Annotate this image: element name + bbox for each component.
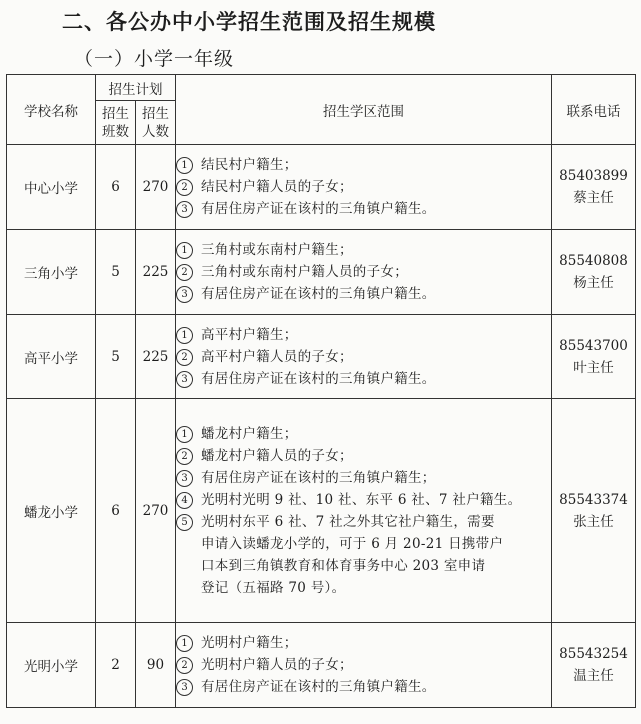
contact-person: 叶主任 [573,359,614,376]
scope-item [176,176,551,198]
scope-item [176,511,551,533]
scope-item [176,654,551,676]
scope-item [176,423,551,445]
phone-number: 85543700 [559,337,628,354]
header-district-scope: 招生学区范围 [176,75,552,145]
school-name: 高平小学 [7,315,96,399]
district-scope [176,399,552,623]
scope-item-text: 光明村东平 6 社、7 社之外其它社户籍生，需要 [201,513,495,530]
school-name: 三角小学 [7,230,96,315]
section-heading: 二、各公办中小学招生范围及招生规模 [62,10,436,34]
phone-number: 85403899 [559,168,628,184]
contact-cell [552,145,636,230]
scope-item-text: 结民村户籍生； [201,157,298,173]
item-number-badge: 3 [176,470,193,487]
item-number-badge: 5 [176,514,193,531]
phone-number: 85543374 [559,491,628,508]
scope-item-text: 高平村户籍人员的子女； [201,348,353,365]
class-count: 2 [96,623,136,708]
scope-item [176,154,551,176]
scope-item-continuation: 申请入读蟠龙小学的，可于 6 月 20-21 日携带户 [201,535,504,552]
class-count: 6 [96,145,136,230]
header-phone: 联系电话 [552,75,636,145]
scope-item [176,489,551,511]
district-scope [176,623,552,708]
student-count: 225 [136,230,176,315]
school-name: 光明小学 [7,623,96,708]
scope-item-continuation: 口本到三角镇教育和体育事务中心 203 室申请 [201,557,486,574]
item-number-badge: 2 [176,179,193,196]
scope-item-text: 结民村户籍人员的子女； [201,179,353,195]
class-count: 5 [96,230,136,315]
scope-item [176,676,551,698]
header-students: 招生 人数 [136,101,176,145]
item-number-badge: 2 [176,349,193,366]
phone-number: 85540808 [559,253,628,269]
item-number-badge: 1 [176,635,193,652]
item-number-badge: 1 [176,327,193,344]
district-scope [176,145,552,230]
subsection-heading: （一）小学一年级 [74,48,235,70]
phone-number: 85543254 [559,646,628,662]
scope-item-text: 有居住房产证在该村的三角镇户籍生。 [201,370,436,387]
scope-item [176,239,551,261]
student-count: 225 [136,315,176,399]
scope-item [176,198,551,220]
scope-item [176,283,551,305]
class-count: 5 [96,315,136,399]
scope-item [176,261,551,283]
scope-item-text: 有居住房产证在该村的三角镇户籍生。 [201,286,436,302]
scope-item [176,467,551,489]
table-row [7,230,636,315]
scope-item-continuation: 登记（五福路 70 号）。 [201,579,346,596]
scope-item [176,632,551,654]
table-row [7,315,636,399]
contact-person: 温主任 [573,668,614,684]
table-row [7,145,636,230]
district-scope [176,230,552,315]
item-number-badge: 1 [176,157,193,174]
contact-person: 蔡主任 [573,190,614,206]
class-count: 6 [96,399,136,623]
contact-person: 杨主任 [573,275,614,291]
item-number-badge: 3 [176,201,193,218]
contact-cell [552,230,636,315]
contact-cell [552,315,636,399]
item-number-badge: 2 [176,657,193,674]
scope-item-text: 有居住房产证在该村的三角镇户籍生； [201,469,436,486]
scope-item-text: 蟠龙村户籍人员的子女； [201,447,353,464]
scope-item-text: 光明村光明 9 社、10 社、东平 6 社、7 社户籍生。 [201,491,522,508]
student-count: 270 [136,399,176,623]
scope-item-text: 三角村或东南村户籍生； [201,242,353,258]
scope-item-text: 光明村户籍人员的子女； [201,657,353,673]
table-row [7,399,636,623]
header-classes: 招生 班数 [96,101,136,145]
scope-item-text: 蟠龙村户籍生； [201,425,298,442]
item-number-badge: 1 [176,426,193,443]
district-scope [176,315,552,399]
student-count: 90 [136,623,176,708]
student-count: 270 [136,145,176,230]
header-enrollment-plan: 招生计划 [96,75,176,101]
school-name: 蟠龙小学 [7,399,96,623]
item-number-badge: 3 [176,286,193,303]
item-number-badge: 2 [176,448,193,465]
school-name: 中心小学 [7,145,96,230]
scope-item-text: 有居住房产证在该村的三角镇户籍生。 [201,201,436,217]
enrollment-table [6,74,636,708]
contact-person: 张主任 [573,513,614,530]
scope-item [176,445,551,467]
scope-item-text: 有居住房产证在该村的三角镇户籍生。 [201,679,436,695]
scope-item [176,368,551,390]
contact-cell [552,623,636,708]
table-row [7,623,636,708]
scope-item-text: 高平村户籍生； [201,326,298,343]
header-school-name: 学校名称 [7,75,96,145]
item-number-badge: 1 [176,242,193,259]
scope-item [176,324,551,346]
scope-item [176,346,551,368]
item-number-badge: 4 [176,492,193,509]
scope-item-text: 光明村户籍生； [201,635,298,651]
item-number-badge: 3 [176,679,193,696]
item-number-badge: 3 [176,371,193,388]
scope-item-text: 三角村或东南村户籍人员的子女； [201,264,408,280]
contact-cell [552,399,636,623]
item-number-badge: 2 [176,264,193,281]
